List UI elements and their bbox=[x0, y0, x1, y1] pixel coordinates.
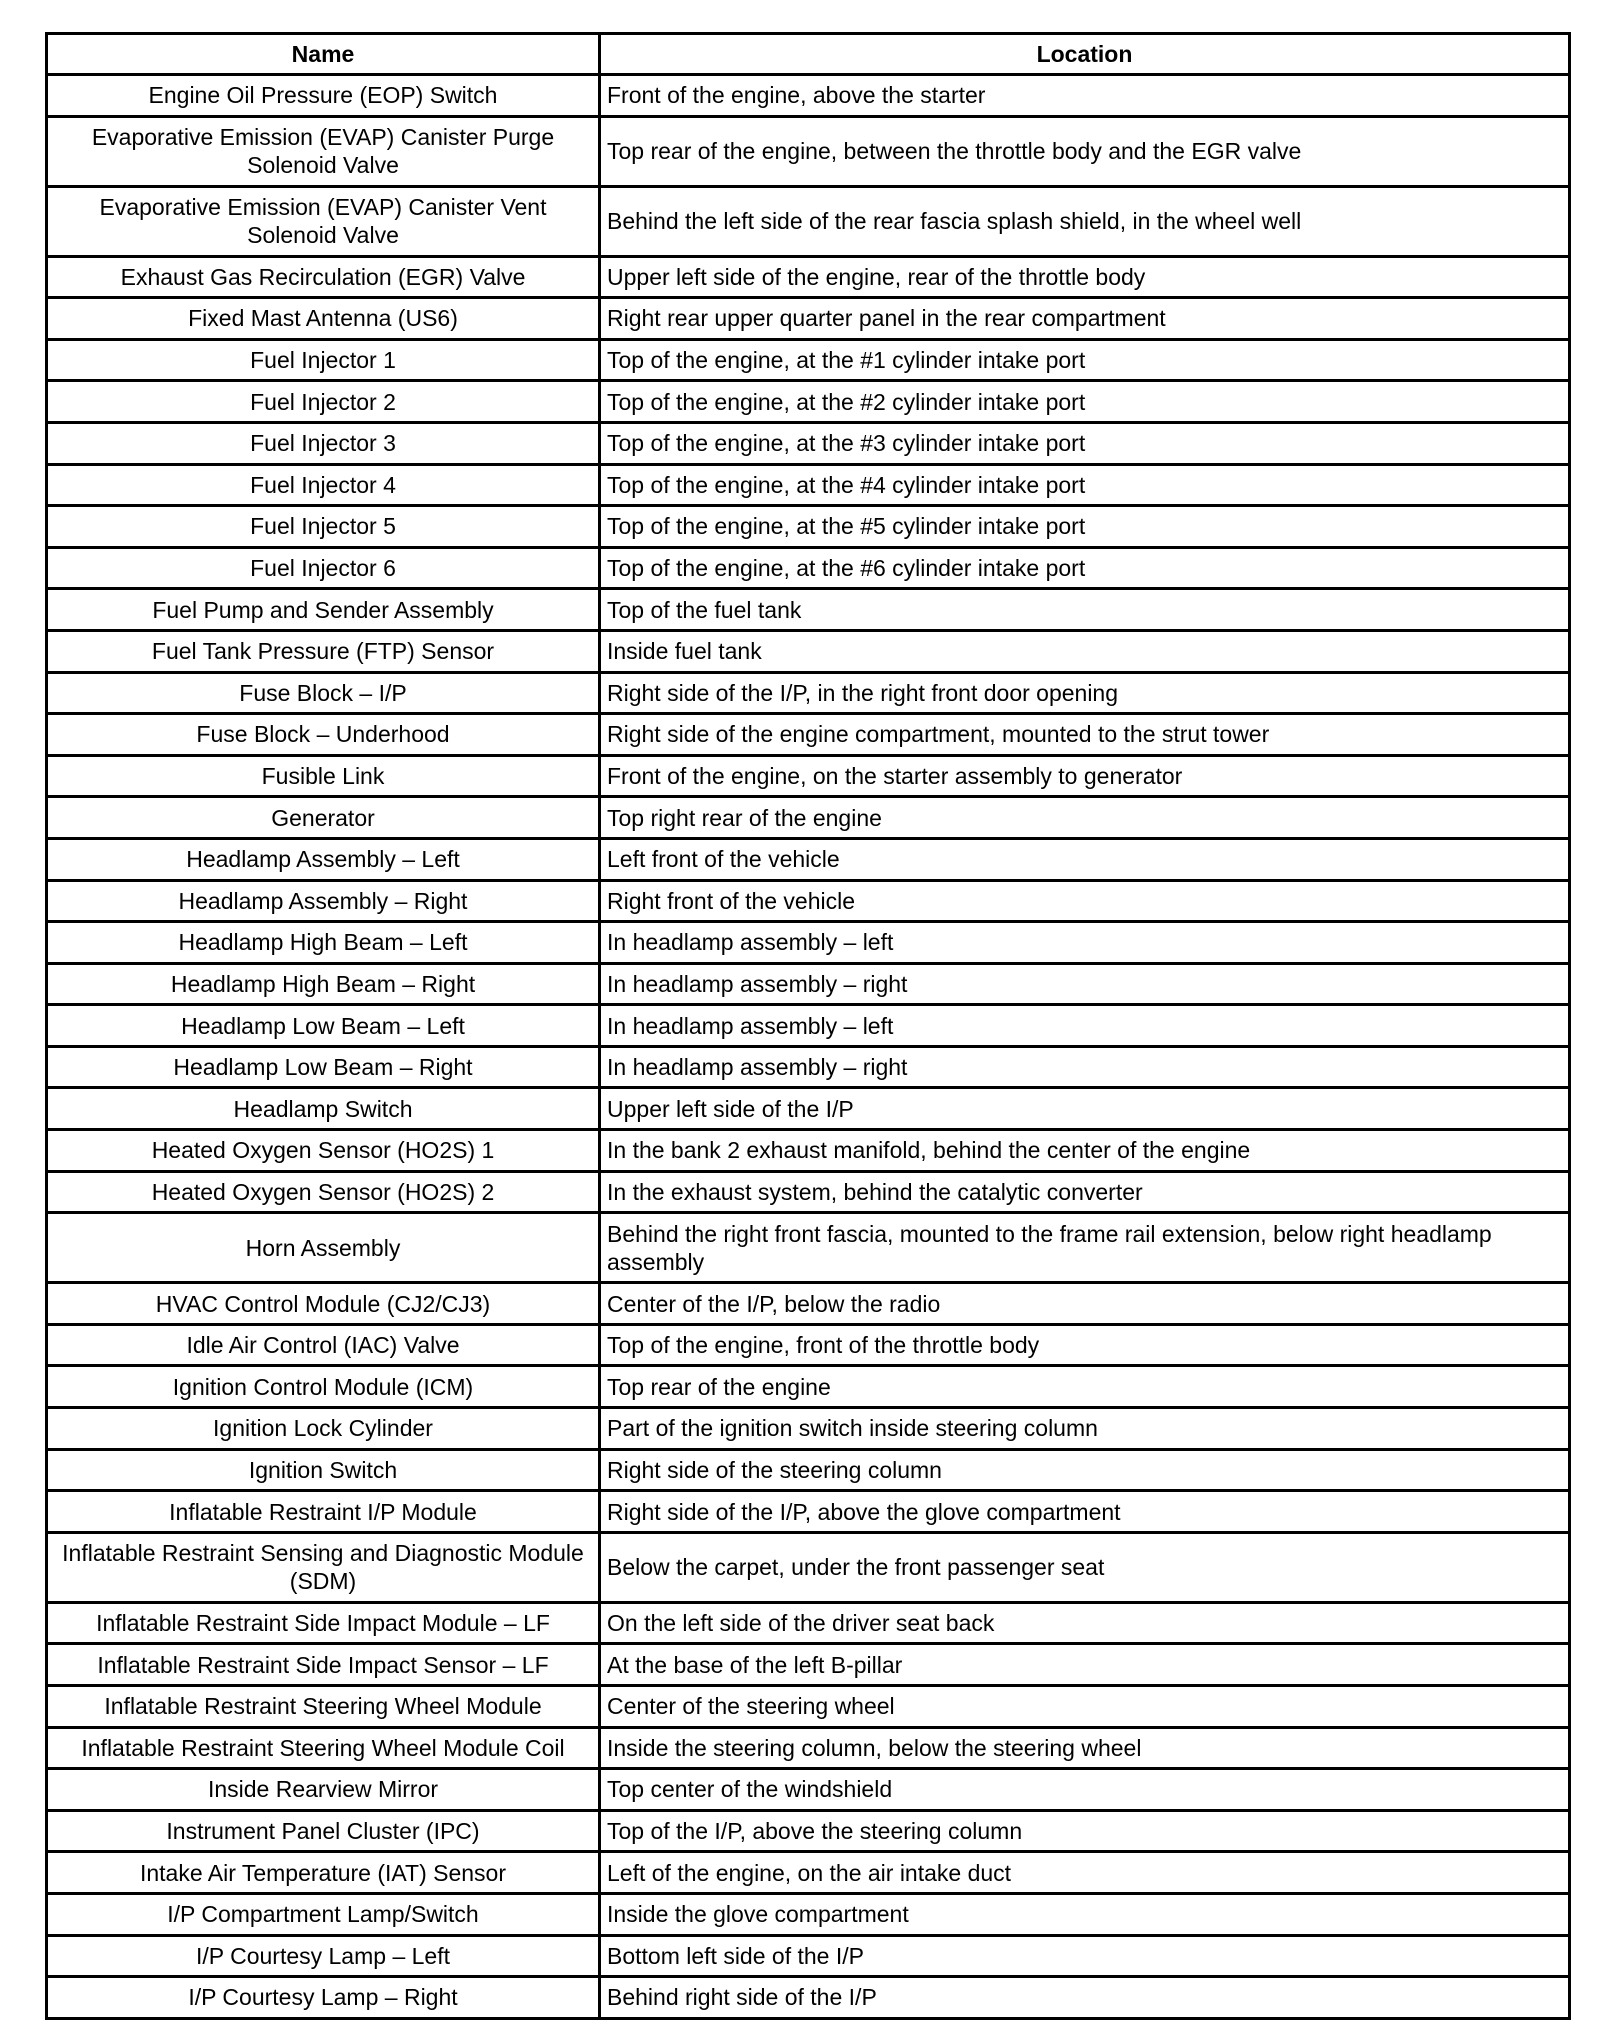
component-name: I/P Courtesy Lamp – Right bbox=[47, 1977, 600, 2019]
component-name: Fixed Mast Antenna (US6) bbox=[47, 298, 600, 340]
component-name: I/P Compartment Lamp/Switch bbox=[47, 1893, 600, 1935]
table-row bbox=[47, 256, 1570, 298]
table-row bbox=[47, 1213, 1570, 1283]
component-name: Headlamp High Beam – Left bbox=[47, 922, 600, 964]
component-location: Top center of the windshield bbox=[600, 1769, 1570, 1811]
component-name: Inflatable Restraint Sensing and Diagnostic Module (SDM) bbox=[47, 1532, 600, 1602]
table-row bbox=[47, 1449, 1570, 1491]
component-location: Inside the glove compartment bbox=[600, 1893, 1570, 1935]
component-location: Top right rear of the engine bbox=[600, 797, 1570, 839]
table-row bbox=[47, 75, 1570, 117]
table-row bbox=[47, 797, 1570, 839]
component-name: Ignition Lock Cylinder bbox=[47, 1408, 600, 1450]
component-location: Behind the right front fascia, mounted to the frame rail extension, below right headlamp assembly bbox=[600, 1213, 1570, 1283]
component-name: Headlamp Low Beam – Left bbox=[47, 1005, 600, 1047]
component-location: Front of the engine, on the starter assembly to generator bbox=[600, 755, 1570, 797]
component-location: In headlamp assembly – left bbox=[600, 922, 1570, 964]
component-location: Top of the fuel tank bbox=[600, 589, 1570, 631]
component-name: Ignition Switch bbox=[47, 1449, 600, 1491]
component-location: Top of the engine, at the #2 cylinder intake port bbox=[600, 381, 1570, 423]
component-location: Top of the engine, at the #1 cylinder intake port bbox=[600, 339, 1570, 381]
component-location: Right rear upper quarter panel in the rear compartment bbox=[600, 298, 1570, 340]
component-name: Evaporative Emission (EVAP) Canister Purge Solenoid Valve bbox=[47, 116, 600, 186]
component-name: Intake Air Temperature (IAT) Sensor bbox=[47, 1852, 600, 1894]
component-name: Fuel Injector 3 bbox=[47, 422, 600, 464]
table-row bbox=[47, 1935, 1570, 1977]
component-location: Inside the steering column, below the steering wheel bbox=[600, 1727, 1570, 1769]
component-location-table bbox=[45, 32, 1571, 2020]
table-row bbox=[47, 506, 1570, 548]
table-row bbox=[47, 116, 1570, 186]
table-row bbox=[47, 880, 1570, 922]
component-location: In the bank 2 exhaust manifold, behind the center of the engine bbox=[600, 1130, 1570, 1172]
component-name: Exhaust Gas Recirculation (EGR) Valve bbox=[47, 256, 600, 298]
component-location: Below the carpet, under the front passenger seat bbox=[600, 1532, 1570, 1602]
component-name: Fuse Block – I/P bbox=[47, 672, 600, 714]
table-row bbox=[47, 1852, 1570, 1894]
component-name: Ignition Control Module (ICM) bbox=[47, 1366, 600, 1408]
component-name: Headlamp Low Beam – Right bbox=[47, 1046, 600, 1088]
component-name: Idle Air Control (IAC) Valve bbox=[47, 1324, 600, 1366]
component-name: Inside Rearview Mirror bbox=[47, 1769, 600, 1811]
table-row bbox=[47, 1769, 1570, 1811]
component-location: Right side of the steering column bbox=[600, 1449, 1570, 1491]
table-row bbox=[47, 1130, 1570, 1172]
component-name: Inflatable Restraint I/P Module bbox=[47, 1491, 600, 1533]
table-row bbox=[47, 464, 1570, 506]
component-location: Inside fuel tank bbox=[600, 630, 1570, 672]
component-location: In the exhaust system, behind the catalytic converter bbox=[600, 1171, 1570, 1213]
table-row bbox=[47, 714, 1570, 756]
component-name: I/P Courtesy Lamp – Left bbox=[47, 1935, 600, 1977]
table-row bbox=[47, 1171, 1570, 1213]
component-location: Top of the engine, front of the throttle body bbox=[600, 1324, 1570, 1366]
table-row bbox=[47, 1532, 1570, 1602]
table-row bbox=[47, 755, 1570, 797]
table-row bbox=[47, 1005, 1570, 1047]
component-name: Generator bbox=[47, 797, 600, 839]
table-row bbox=[47, 339, 1570, 381]
component-location: Top of the I/P, above the steering column bbox=[600, 1810, 1570, 1852]
component-location: Behind the left side of the rear fascia splash shield, in the wheel well bbox=[600, 186, 1570, 256]
component-location: In headlamp assembly – right bbox=[600, 1046, 1570, 1088]
table-row bbox=[47, 298, 1570, 340]
table-row bbox=[47, 1366, 1570, 1408]
component-name: Fuel Injector 1 bbox=[47, 339, 600, 381]
component-location: Center of the steering wheel bbox=[600, 1686, 1570, 1728]
table-row bbox=[47, 186, 1570, 256]
component-location: Top of the engine, at the #5 cylinder intake port bbox=[600, 506, 1570, 548]
table-row bbox=[47, 1644, 1570, 1686]
component-name: Fuel Injector 4 bbox=[47, 464, 600, 506]
table-row bbox=[47, 547, 1570, 589]
component-name: Engine Oil Pressure (EOP) Switch bbox=[47, 75, 600, 117]
component-location: Top rear of the engine bbox=[600, 1366, 1570, 1408]
component-location: In headlamp assembly – right bbox=[600, 963, 1570, 1005]
component-name: Fusible Link bbox=[47, 755, 600, 797]
component-name: Fuel Injector 6 bbox=[47, 547, 600, 589]
component-location: In headlamp assembly – left bbox=[600, 1005, 1570, 1047]
component-name: Inflatable Restraint Steering Wheel Module Coil bbox=[47, 1727, 600, 1769]
component-name: Fuel Tank Pressure (FTP) Sensor bbox=[47, 630, 600, 672]
table-row bbox=[47, 672, 1570, 714]
table-row bbox=[47, 1283, 1570, 1325]
table-row bbox=[47, 1602, 1570, 1644]
component-name: HVAC Control Module (CJ2/CJ3) bbox=[47, 1283, 600, 1325]
table-row bbox=[47, 1408, 1570, 1450]
table-row bbox=[47, 1686, 1570, 1728]
component-name: Heated Oxygen Sensor (HO2S) 1 bbox=[47, 1130, 600, 1172]
component-name: Inflatable Restraint Side Impact Module – LF bbox=[47, 1602, 600, 1644]
table-row bbox=[47, 589, 1570, 631]
table-row bbox=[47, 1893, 1570, 1935]
component-name: Inflatable Restraint Steering Wheel Module bbox=[47, 1686, 600, 1728]
component-name: Headlamp High Beam – Right bbox=[47, 963, 600, 1005]
component-name: Instrument Panel Cluster (IPC) bbox=[47, 1810, 600, 1852]
table-row bbox=[47, 1046, 1570, 1088]
component-name: Headlamp Switch bbox=[47, 1088, 600, 1130]
component-name: Fuel Injector 5 bbox=[47, 506, 600, 548]
component-location: Upper left side of the engine, rear of the throttle body bbox=[600, 256, 1570, 298]
component-location: Right front of the vehicle bbox=[600, 880, 1570, 922]
table-row bbox=[47, 922, 1570, 964]
component-name: Evaporative Emission (EVAP) Canister Vent Solenoid Valve bbox=[47, 186, 600, 256]
component-location: Bottom left side of the I/P bbox=[600, 1935, 1570, 1977]
component-location: Behind right side of the I/P bbox=[600, 1977, 1570, 2019]
component-location: Top of the engine, at the #4 cylinder intake port bbox=[600, 464, 1570, 506]
component-location: Front of the engine, above the starter bbox=[600, 75, 1570, 117]
table-row bbox=[47, 381, 1570, 423]
component-location: Center of the I/P, below the radio bbox=[600, 1283, 1570, 1325]
table-header-row bbox=[47, 34, 1570, 75]
component-name: Fuel Pump and Sender Assembly bbox=[47, 589, 600, 631]
component-location: Top of the engine, at the #3 cylinder intake port bbox=[600, 422, 1570, 464]
component-name: Headlamp Assembly – Left bbox=[47, 838, 600, 880]
table-row bbox=[47, 422, 1570, 464]
header-name: Name bbox=[47, 34, 600, 75]
component-location: Right side of the I/P, above the glove compartment bbox=[600, 1491, 1570, 1533]
component-location: Upper left side of the I/P bbox=[600, 1088, 1570, 1130]
component-name: Heated Oxygen Sensor (HO2S) 2 bbox=[47, 1171, 600, 1213]
component-location: At the base of the left B-pillar bbox=[600, 1644, 1570, 1686]
table-row bbox=[47, 1810, 1570, 1852]
table-row bbox=[47, 630, 1570, 672]
component-location: Top of the engine, at the #6 cylinder intake port bbox=[600, 547, 1570, 589]
table-row bbox=[47, 1727, 1570, 1769]
component-name: Fuel Injector 2 bbox=[47, 381, 600, 423]
table-row bbox=[47, 1088, 1570, 1130]
component-location: Right side of the engine compartment, mounted to the strut tower bbox=[600, 714, 1570, 756]
component-location: Top rear of the engine, between the throttle body and the EGR valve bbox=[600, 116, 1570, 186]
component-location: Right side of the I/P, in the right front door opening bbox=[600, 672, 1570, 714]
table-row bbox=[47, 1977, 1570, 2019]
component-name: Horn Assembly bbox=[47, 1213, 600, 1283]
table-row bbox=[47, 963, 1570, 1005]
component-location: On the left side of the driver seat back bbox=[600, 1602, 1570, 1644]
table-row bbox=[47, 1491, 1570, 1533]
table-row bbox=[47, 1324, 1570, 1366]
component-location: Part of the ignition switch inside steering column bbox=[600, 1408, 1570, 1450]
table-row bbox=[47, 838, 1570, 880]
component-name: Headlamp Assembly – Right bbox=[47, 880, 600, 922]
component-name: Fuse Block – Underhood bbox=[47, 714, 600, 756]
header-location: Location bbox=[600, 34, 1570, 75]
component-name: Inflatable Restraint Side Impact Sensor – LF bbox=[47, 1644, 600, 1686]
component-location: Left of the engine, on the air intake duct bbox=[600, 1852, 1570, 1894]
component-location: Left front of the vehicle bbox=[600, 838, 1570, 880]
